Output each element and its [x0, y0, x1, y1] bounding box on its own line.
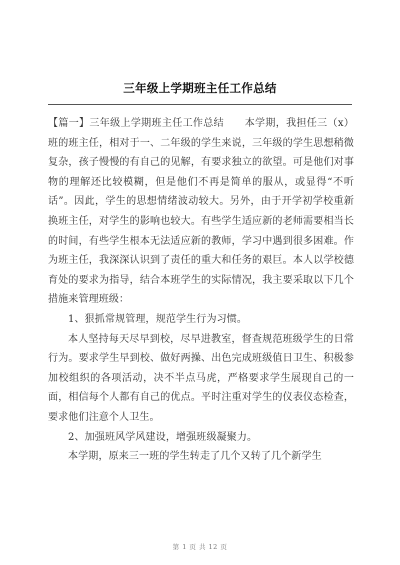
document-body: [48, 114, 354, 467]
page-footer: 第 1 页 共 12 页: [172, 543, 228, 551]
title-divider: [48, 104, 352, 105]
paragraph-section-2: 本学期，原来三一班的学生转走了几个又转了几个新学生: [68, 451, 322, 463]
section-heading-1: 1、狠抓常规管理，规范学生行为习惯。: [68, 313, 248, 325]
section-heading-2: 2、加强班风学风建设，增强班级凝聚力。: [68, 431, 258, 443]
paragraph-intro: 【篇一】三年级上学期班主任工作总结 本学期，我担任三（x）班的班主任，相对于一、二年级的学生来说，三年级的学生思想稍微复杂，孩子慢慢的有自己的见解，有要求独立的欲望。可是他们对事物的理解还比较模糊，但是他们不再是简单的服从，或显得“不听话”。因此，学生的思想情绪波动较大。另外，由于开学初学校重新换班主任，对学生的影响也较大。有些学生适应新的老师需要相当长的时间，有些学生根本无法适应新的教师，学习中遇到很多困难。作为班主任，我深深认识到了责任的重大和任务的艰巨。本人以学校德育处的要求为指导，结合本班学生的实际情况，我主要采取以下几个措施来管理班级：: [48, 118, 354, 306]
document-title: 三年级上学期班主任工作总结: [123, 81, 277, 95]
paragraph-section-1: 本人坚持每天尽早到校，尽早进教室，督查规范班级学生的日常行为。要求学生早到校、做好两操、出色完成班级值日卫生、积极参加校组织的各项活动，决不半点马虎，严格要求学生展现自己的一面，相信每个人都有自己的优点。平时注重对学生的仪表仪态检查，要求他们注意个人卫生。: [48, 333, 354, 423]
